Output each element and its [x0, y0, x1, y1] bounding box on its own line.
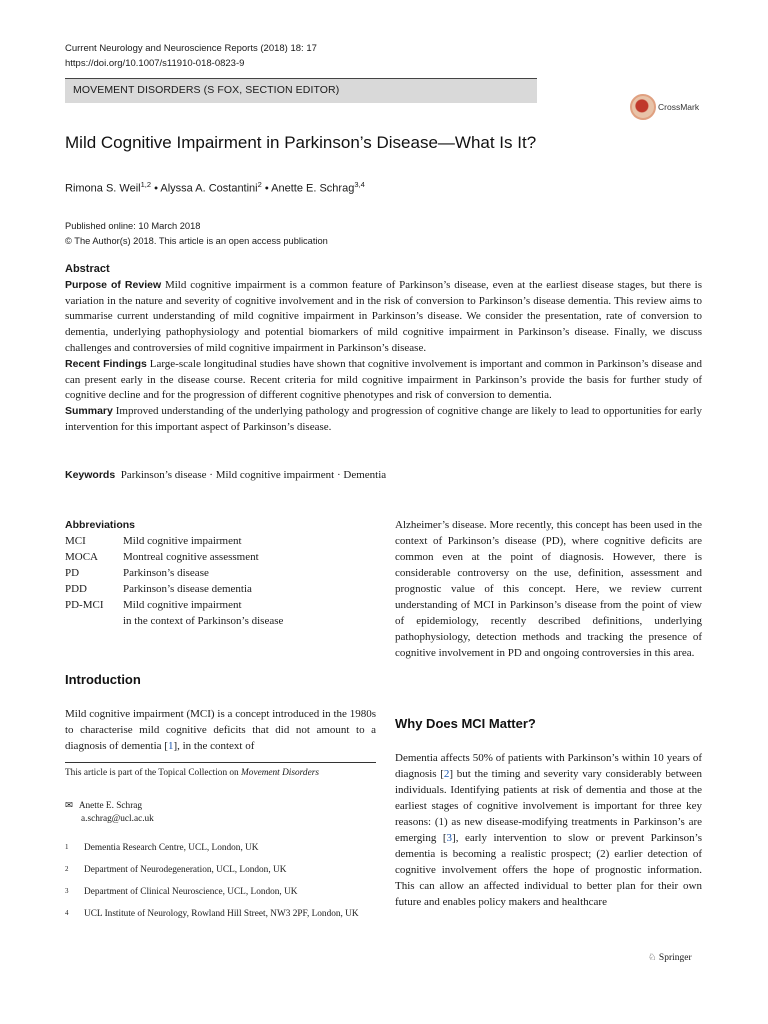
author-name[interactable]: Rimona S. Weil	[65, 182, 141, 195]
abbreviation-definition: Parkinson’s disease dementia	[123, 583, 252, 595]
abbreviation: PDD	[65, 583, 88, 595]
affiliation-item	[65, 864, 376, 877]
author-separator: •	[151, 182, 161, 195]
article-title: Mild Cognitive Impairment in Parkinson’s Disease—What Is It?	[65, 133, 537, 152]
body-text: ] but the timing and severity vary considerably between individuals. Identifying patients at risk of dementia and those at the earliest stages of cognitive involvement is important for three key reasons: (1) as new disease-modifying treatments in Parkinson’s are emerging [	[395, 768, 702, 844]
affiliation-item	[65, 908, 376, 921]
abbreviation-definition: in the context of Parkinson’s disease	[123, 615, 284, 627]
published-date: Published online: 10 March 2018	[65, 221, 201, 231]
affiliation-number: 4	[65, 909, 69, 917]
body-text: ], early intervention to slow or prevent Parkinson’s dementia is becoming a realistic prospect; (2) earlier detection of cognitive involvement offers the hope of prognostic information. This can allow an affected individual to better plan for their own future and enables policy makers and healthcare	[395, 832, 702, 908]
abstract	[65, 262, 702, 436]
abbreviations-table	[65, 533, 283, 629]
abbreviation-definition: Mild cognitive impairment	[123, 599, 242, 611]
author-affil-sup: 2	[257, 180, 262, 189]
affiliation-number: 2	[65, 865, 69, 873]
abbreviation-row	[65, 581, 283, 597]
body-paragraph: Alzheimer’s disease. More recently, this concept has been used in the context of Parkinson’s disease (PD), where cognitive deficits are common even at the point of diagnosis. However, there is considerable controversy on the use, definition, assessment and prognostic value of this concept. Here, we review current understanding of MCI in Parkinson’s disease from the point of view of epidemiology, recently described definitions, underlying pathophysiology, detection methods and tracking the presence of cognitive involvement in PD and ongoing controversies in this area.	[395, 519, 702, 659]
publisher-logo	[648, 952, 692, 963]
introduction-text: ], in the context of	[173, 740, 255, 752]
affiliation-text: UCL Institute of Neurology, Rowland Hill Street, NW3 2PF, London, UK	[84, 909, 359, 919]
abstract-findings-label: Recent Findings	[65, 357, 147, 370]
crossmark-badge[interactable]	[628, 94, 708, 120]
journal-info	[65, 41, 317, 71]
copyright-notice: © The Author(s) 2018. This article is an open access publication	[65, 236, 328, 246]
crossmark-icon	[630, 94, 656, 120]
abstract-heading: Abstract	[65, 263, 110, 275]
abstract-purpose	[65, 278, 702, 357]
journal-citation: Current Neurology and Neuroscience Reports (2018) 18: 17	[65, 43, 317, 54]
body-text: Dementia affects 50% of patients with Parkinson’s within 10 years of diagnosis [	[395, 752, 702, 780]
keywords-text: Parkinson’s disease · Mild cognitive impairment · Dementia	[120, 469, 387, 481]
abstract-summary	[65, 404, 702, 436]
introduction-heading: Introduction	[65, 672, 141, 687]
footnote-divider	[65, 762, 376, 763]
doi-link[interactable]: https://doi.org/10.1007/s11910-018-0823-9	[65, 58, 245, 69]
body-paragraph	[395, 750, 702, 910]
abbreviation-definition: Parkinson’s disease	[123, 567, 209, 579]
abbreviation-row	[65, 613, 283, 629]
publisher-name: Springer	[658, 953, 692, 963]
affiliation-item	[65, 842, 376, 855]
topical-collection-name: Movement Disorders	[241, 768, 319, 778]
abstract-findings-text: Large-scale longitudinal studies have shown that cognitive involvement is important and common in Parkinson’s disease and can present early in the disease course. Recent criteria for mild cognitive impairment in Parkinson’s provide the basis for further study of cognitive decline and for the progression of different cognitive phenotypes and risk of conversion to dementia.	[65, 357, 702, 402]
why-mci-heading: Why Does MCI Matter?	[395, 716, 536, 731]
contact-email[interactable]: a.schrag@ucl.ac.uk	[81, 813, 154, 824]
author-name[interactable]: Alyssa A. Costantini	[160, 182, 258, 195]
section-banner	[65, 78, 537, 103]
keywords	[65, 469, 386, 481]
abbreviation-row	[65, 549, 283, 565]
publication-info	[65, 219, 328, 249]
author-list	[65, 180, 365, 195]
author-affil-sup: 1,2	[140, 180, 152, 189]
crossmark-label: CrossMark	[658, 102, 700, 112]
affiliation-text: Department of Neurodegeneration, UCL, London, UK	[84, 865, 287, 875]
keywords-label: Keywords	[65, 469, 116, 481]
author-separator: •	[261, 182, 272, 195]
springer-horse-icon: ♘	[648, 953, 657, 963]
abbreviation-row	[65, 597, 283, 613]
abbreviation-row	[65, 565, 283, 581]
contact-name: Anette E. Schrag	[78, 801, 143, 811]
section-banner-label: MOVEMENT DISORDERS (S FOX, SECTION EDITOR)	[73, 84, 340, 96]
introduction-paragraph	[65, 706, 376, 754]
affiliation-number: 3	[65, 887, 69, 895]
corresponding-author	[65, 800, 154, 825]
abbreviation: PD	[65, 567, 80, 579]
abbreviation-definition: Mild cognitive impairment	[123, 535, 242, 547]
envelope-icon: ✉	[65, 801, 73, 811]
abstract-purpose-label: Purpose of Review	[65, 278, 162, 291]
abbreviation-definition: Montreal cognitive assessment	[123, 551, 259, 563]
affiliation-item	[65, 886, 376, 899]
introduction-text: Mild cognitive impairment (MCI) is a concept introduced in the 1980s to characterise mild cognitive deficits that did not amount to a diagnosis of dementia [	[65, 708, 376, 752]
abbreviation-row	[65, 533, 283, 549]
abstract-purpose-text: Mild cognitive impairment is a common feature of Parkinson’s disease, even at the earliest disease stages, but there is variation in the nature and severity of cognitive involvement and in the risk of conversion to Parkinson’s disease dementia. This review aims to summarise current understanding of mild cognitive impairment in Parkinson’s disease. We consider the presentation, rate of conversion to dementia, underlying pathophysiology and potential biomarkers of mild cognitive impairment in Parkinson’s disease. Finally, we discuss challenges and controversies of mild cognitive impairment in Parkinson’s disease.	[65, 278, 703, 354]
affiliation-number: 1	[65, 843, 69, 851]
citation-link[interactable]: 3	[446, 832, 453, 844]
abbreviation	[65, 613, 123, 629]
abstract-findings	[65, 357, 702, 404]
citation-link[interactable]: 1	[167, 740, 174, 752]
abbreviations-heading: Abbreviations	[65, 519, 136, 531]
topical-prefix: This article is part of the Topical Collection on	[65, 768, 242, 778]
abbreviation: MOCA	[65, 551, 99, 563]
author-name[interactable]: Anette E. Schrag	[271, 182, 355, 195]
affiliation-text: Dementia Research Centre, UCL, London, UK	[84, 843, 259, 853]
topical-collection-note	[65, 768, 319, 778]
abbreviations	[65, 517, 380, 629]
abstract-summary-label: Summary	[65, 405, 113, 418]
affiliations	[65, 842, 376, 930]
affiliation-text: Department of Clinical Neuroscience, UCL, London, UK	[84, 887, 298, 897]
citation-link[interactable]: 2	[443, 768, 450, 780]
abstract-summary-text: Improved understanding of the underlying pathology and progression of cognitive change are likely to lead to opportunities for early intervention for this important aspect of Parkinson’s disease.	[65, 405, 702, 433]
author-affil-sup: 3,4	[354, 180, 365, 189]
abbreviation: MCI	[65, 535, 86, 547]
abbreviation: PD-MCI	[65, 599, 104, 611]
